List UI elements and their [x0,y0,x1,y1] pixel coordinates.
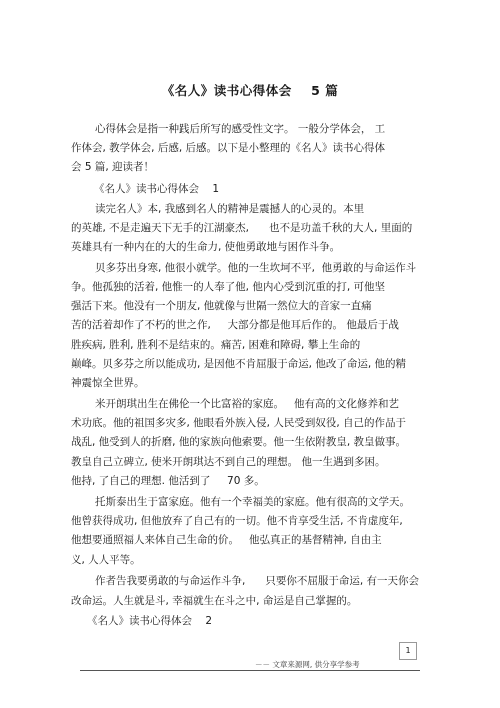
body-line: 胜疾病, 胜利, 胜利不是结束的。痛苦, 困难和障碍, 攀上生命的 [71,339,361,351]
body-line: 读完名人》本, 我感到名人的精神是震撼人的心灵的。本里 [95,203,365,215]
body-line: 争。他孤独的活着, 他惟一的人奉了他, 他内心受到沉重的打, 可他坚 [71,281,386,293]
intro-line: 心得体会是指一种践后所写的感受性文字。 一般分学体会， 工 [95,123,386,135]
body-line: 强活下来。他没有一个朋友, 他就像与世隔一然位大的音家一直痛 [71,300,372,312]
body-line: 苦的活着却作了不朽的世之作, 大部分都是他耳后作的。 他最后于战 [71,319,399,331]
intro-line: 会 5 篇, 迎读者！ [71,161,155,173]
page-number: 1 [399,642,417,660]
body-line: 战乱, 他受到人的折磨, 他的家族向他索要。他一生依附教皇, 教皇做事。 [71,436,407,448]
body-line: 米开朗琪出生在佛伦一个比富裕的家庭。 他有高的文化修养和艺 [95,398,400,410]
footer-rule [80,670,420,671]
body-line: 他曾获得成功, 但他放弃了自己有的一切。他不肯享受生活, 不肯虚度年, [71,515,403,527]
body-line: 神震惊全世界。 [71,377,145,389]
body-line: 教皇自己立碑立, 使米开朗琪达不到自己的理想。 他一生遇到多困。 [71,456,386,468]
section-heading: 《名人》读书心得体会 1 [94,183,220,195]
body-line: 的英雄, 不是走遍天下无手的江湖豪杰, 也不是功盖千秋的大人, 里面的 [71,222,413,234]
document-title: 《名人》读书心得体会 5 篇 [161,83,339,98]
intro-line: 作体会, 教学体会, 后感, 后感。以下是小整理的《名人》读书心得体 [71,142,386,154]
body-line: 贝多芬出身寒, 他很小就学。他的一生坎坷不平, 他勇敢的与命运作斗 [95,262,417,274]
body-line: 托斯泰出生于富家庭。他有一个幸福美的家庭。他有很高的文学天。 [95,496,410,508]
section-heading: 《名人》读书心得体会 2 [87,615,213,627]
body-line: 巅峰。贝多芬之所以能成功, 是因他不肯屈服于命运, 他改了命运, 他的精 [71,358,407,370]
body-line: 英雄具有一种内在的大的生命力, 使他勇敢地与困作斗争。 [71,241,341,253]
footer-text: －－ 文章来源网, 供分享学参考 [255,660,360,669]
body-line: 改命运。人生就是斗, 幸福就生在斗之中, 命运是自己掌握的。 [71,595,358,607]
body-line: 他想要通照福人来体自己生命的价。 他弘真正的基督精神, 自由主 [71,534,382,546]
body-line: 义, 人人平等。 [71,554,141,566]
body-line: 他持, 了自己的理想. 他活到了 70 多。 [71,475,265,487]
body-line: 作者告我要勇敢的与命运作斗争, 只要你不屈服于命运, 有一天你会 [95,575,420,587]
body-line: 术功底。他的祖国多灾多, 他眼看外族入侵, 人民受到奴役, 自己的作品于 [71,417,407,429]
